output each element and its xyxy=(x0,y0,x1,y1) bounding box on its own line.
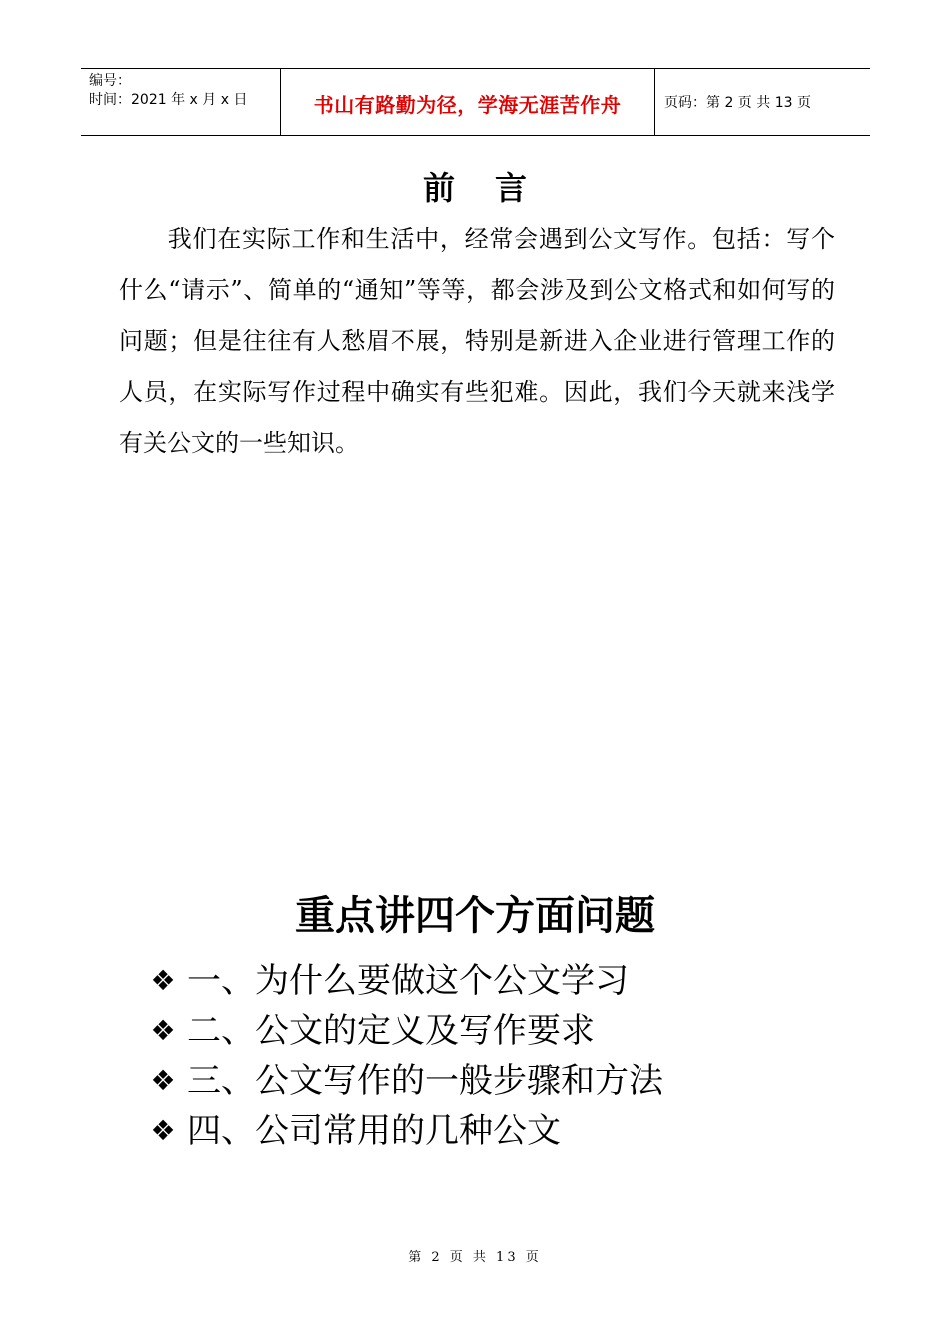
header-page-info: 页码：第 2 页 共 13 页 xyxy=(664,95,811,111)
preface-paragraph xyxy=(119,214,835,469)
page-footer: 第 2 页 共 13 页 xyxy=(408,1250,542,1265)
diamond-bullet-icon: ❖ xyxy=(150,1064,176,1097)
header-motto: 书山有路勤为径，学海无涯苦作舟 xyxy=(313,92,622,117)
header-page-cell xyxy=(655,69,870,135)
diamond-bullet-icon: ❖ xyxy=(150,964,176,997)
header-motto-cell xyxy=(281,69,655,135)
preface-text: 我们在实际工作和生活中，经常会遇到公文写作。包括：写个什么“请示”、简单的“通知”等等，都会涉及到公文格式和如何写的问题；但是往往有人愁眉不展，特别是新进入企业进行管理工作的人员，在实际写作过程中确实有些犯难。因此，我们今天就来浅学有关公文的一些知识。 xyxy=(119,225,835,457)
list-item xyxy=(147,956,663,1006)
header-meta-cell xyxy=(81,69,281,135)
list-item xyxy=(147,1006,663,1056)
document-number-label: 编号： xyxy=(89,73,131,89)
diamond-bullet-icon: ❖ xyxy=(150,1014,176,1047)
document-time-label: 时间：2021 年 x 月 x 日 xyxy=(89,92,248,108)
preface-title: 前言 xyxy=(422,169,567,207)
topic-item-label: 四、公司常用的几种公文 xyxy=(187,1111,561,1151)
topic-list xyxy=(147,956,663,1156)
document-header xyxy=(81,68,870,136)
topics-title: 重点讲四个方面问题 xyxy=(295,893,655,939)
diamond-bullet-icon: ❖ xyxy=(150,1114,176,1147)
topic-item-label: 一、为什么要做这个公文学习 xyxy=(187,961,629,1001)
list-item xyxy=(147,1056,663,1106)
topic-item-label: 二、公文的定义及写作要求 xyxy=(187,1011,595,1051)
list-item xyxy=(147,1106,663,1156)
topic-item-label: 三、公文写作的一般步骤和方法 xyxy=(187,1061,663,1101)
